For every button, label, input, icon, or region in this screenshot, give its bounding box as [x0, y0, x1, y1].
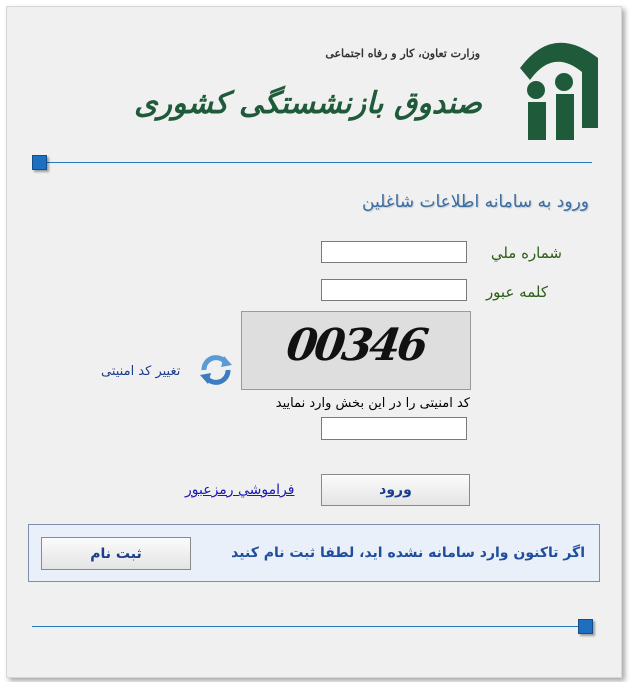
refresh-captcha-link[interactable]: تغییر کد امنیتی [101, 364, 181, 379]
bottom-divider [32, 626, 582, 627]
bottom-divider-marker [578, 619, 593, 634]
password-input[interactable] [321, 279, 467, 301]
top-divider [42, 162, 592, 163]
captcha-input[interactable] [321, 417, 467, 440]
refresh-icon[interactable] [198, 353, 234, 387]
register-button[interactable]: ثبت نام [41, 537, 191, 570]
captcha-code: 00346 [283, 320, 429, 371]
register-prompt: اگر تاکنون وارد سامانه نشده اید، لطفا ثبت نام کنید [231, 545, 585, 561]
login-button[interactable]: ورود [321, 474, 470, 506]
ministry-title: وزارت تعاون، کار و رفاه اجتماعی [325, 47, 480, 60]
captcha-image [241, 311, 471, 390]
login-title: ورود به سامانه اطلاعات شاغلین [362, 192, 589, 212]
national-id-input[interactable] [321, 241, 467, 263]
fund-logo [498, 28, 608, 140]
password-label: کلمه عبور [485, 283, 548, 301]
captcha-hint: کد امنیتی را در این بخش وارد نمایید [275, 396, 470, 411]
top-divider-marker [32, 155, 47, 170]
national-id-label: شماره ملي [490, 244, 562, 262]
forgot-password-link[interactable]: فراموشي رمزعبور [185, 482, 295, 498]
organization-title: صندوق بازنشستگی کشوری [134, 86, 482, 121]
